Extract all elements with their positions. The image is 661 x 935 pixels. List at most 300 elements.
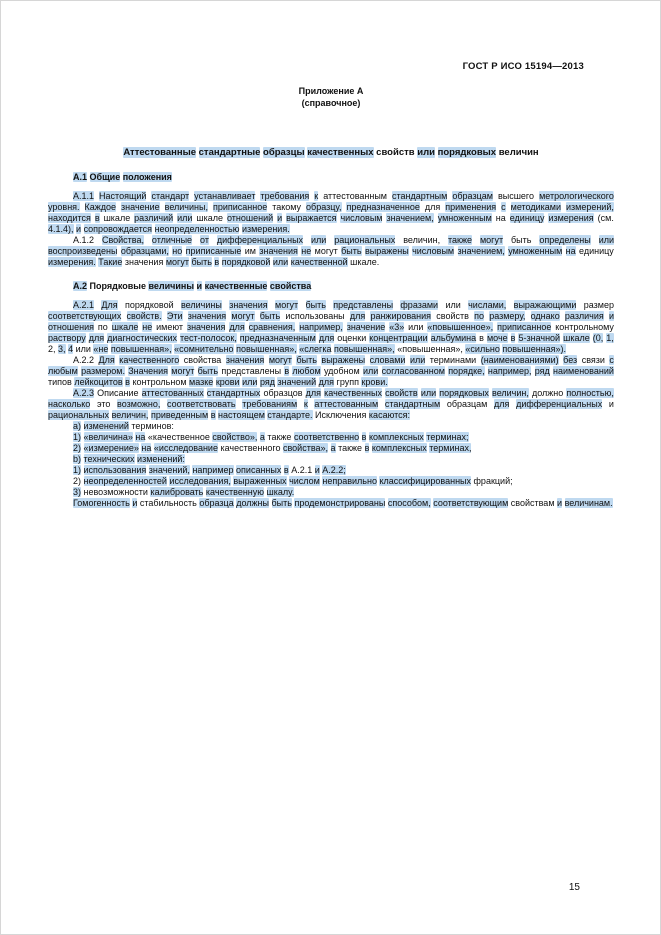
ocr-word: «исследование xyxy=(153,443,218,453)
ocr-word: лейкоцитов xyxy=(74,377,123,387)
section-heading xyxy=(48,172,614,183)
ocr-word: например, xyxy=(299,322,343,332)
ocr-word: терминах, xyxy=(429,443,472,453)
ocr-word: величины xyxy=(181,300,222,310)
ocr-word: в xyxy=(510,333,516,343)
ocr-word: 1) xyxy=(73,432,82,442)
ocr-word: образца xyxy=(199,498,234,508)
ocr-word: дифференциальных xyxy=(216,235,304,245)
ocr-word: предназначенное xyxy=(346,202,420,212)
ocr-word: на xyxy=(141,443,152,453)
ocr-word: значением, xyxy=(386,213,434,223)
ocr-word: находится xyxy=(48,213,91,223)
ocr-word: Для xyxy=(98,355,115,365)
ocr-word: быть xyxy=(271,498,292,508)
ocr-word: (см. xyxy=(597,213,614,223)
ocr-word: выражается xyxy=(286,213,337,223)
ocr-word: соответствовать xyxy=(167,399,236,409)
ocr-word: (наименованиями) xyxy=(480,355,559,365)
ocr-word: Эти xyxy=(166,311,183,321)
ocr-word: единицу xyxy=(509,213,545,223)
ocr-word: (0, xyxy=(592,333,604,343)
ocr-word: величин, xyxy=(111,410,149,420)
ocr-word: диагностических xyxy=(107,333,178,343)
ocr-word: образцам xyxy=(452,191,493,201)
ocr-word: быть xyxy=(259,311,281,321)
ocr-word: аттестованных xyxy=(141,388,204,398)
ocr-word: «3» xyxy=(389,322,405,332)
ocr-word: в xyxy=(214,257,220,267)
ocr-word: приписанное xyxy=(212,202,268,212)
ocr-word: по xyxy=(474,311,484,321)
ocr-word: например, xyxy=(487,366,532,376)
ocr-word: способом, xyxy=(387,498,431,508)
ocr-word: должны xyxy=(236,498,269,508)
ocr-word: свойств xyxy=(385,388,418,398)
ocr-word: в xyxy=(125,377,130,387)
ocr-word: величины, xyxy=(164,202,208,212)
ocr-word: быть xyxy=(341,246,362,256)
ocr-word: словами xyxy=(369,355,406,365)
ocr-word: соответствующих xyxy=(48,311,122,321)
ocr-word: быть xyxy=(197,366,219,376)
ocr-word: порядковых xyxy=(439,388,489,398)
ocr-word: по xyxy=(97,322,108,332)
ocr-word: представлены xyxy=(333,300,394,310)
ocr-word: ряд xyxy=(259,377,275,387)
ocr-word: терминами xyxy=(429,355,477,365)
ocr-word: быть xyxy=(305,300,326,310)
ocr-word: применения xyxy=(445,202,497,212)
ocr-word: раствору xyxy=(48,333,86,343)
ocr-word: групп xyxy=(336,377,359,387)
ocr-word: стандарте. xyxy=(267,410,313,420)
ocr-word: Аттестованные xyxy=(123,147,196,158)
ocr-word: качественного xyxy=(220,443,281,453)
document-content xyxy=(48,85,614,509)
ocr-word: наименований xyxy=(553,366,614,376)
ocr-word: и xyxy=(277,213,283,223)
ocr-word: любом xyxy=(292,366,321,376)
ocr-word: согласованном xyxy=(381,366,445,376)
ocr-word: или xyxy=(408,322,424,332)
ocr-word: стабильность xyxy=(139,498,197,508)
ocr-word: образцу, xyxy=(306,202,342,212)
ocr-word: для xyxy=(494,399,510,409)
ocr-word: единицу xyxy=(579,246,614,256)
ocr-word: а xyxy=(330,443,336,453)
ocr-word: аттестованным xyxy=(323,191,387,201)
section-heading xyxy=(48,281,614,292)
ocr-word: в xyxy=(210,410,216,420)
standard-number: ГОСТ Р ИСО 15194—2013 xyxy=(462,61,584,72)
ocr-word: крови. xyxy=(361,377,388,387)
ocr-word: могут xyxy=(314,246,338,256)
ocr-word: величин, xyxy=(492,388,529,398)
ocr-word: Описание xyxy=(97,388,139,398)
ocr-word: также xyxy=(448,235,473,245)
ocr-word: шкале xyxy=(103,213,131,223)
document-body xyxy=(48,172,614,509)
ocr-word: измерений, xyxy=(565,202,614,212)
ocr-word: Каждое xyxy=(84,202,117,212)
ocr-word: могут xyxy=(268,355,292,365)
ocr-word: изменений: xyxy=(137,454,185,464)
ocr-word: и xyxy=(608,399,614,409)
ocr-word: терминах; xyxy=(426,432,469,442)
ocr-word: или xyxy=(242,377,258,387)
ocr-word: ряд xyxy=(534,366,550,376)
paragraph xyxy=(48,355,614,388)
ocr-word: b) xyxy=(73,454,82,464)
ocr-word: значений, xyxy=(148,465,190,475)
ocr-word: удобном xyxy=(323,366,360,376)
ocr-word: моче xyxy=(486,333,508,343)
ocr-word: требованиям xyxy=(242,399,298,409)
ocr-word: возможно, xyxy=(117,399,161,409)
ocr-word: или xyxy=(409,355,426,365)
paragraph xyxy=(48,388,614,421)
ocr-word: соответствующим xyxy=(433,498,509,508)
ocr-word: числами, xyxy=(468,300,507,310)
paragraph xyxy=(48,235,614,268)
ocr-word: уровня. xyxy=(48,202,80,212)
ocr-word: повышенная», xyxy=(236,344,297,354)
ocr-word: «измерение» xyxy=(83,443,139,453)
ocr-word: представлены xyxy=(221,366,282,376)
ocr-word: комплексных xyxy=(368,432,424,442)
ocr-word: размеру, xyxy=(489,311,526,321)
ocr-word: «сомнительно xyxy=(174,344,234,354)
ocr-word: невозможности xyxy=(83,487,148,497)
ocr-word: на xyxy=(495,213,506,223)
ocr-word: порядковой xyxy=(221,257,271,267)
ocr-word: А.2 xyxy=(73,281,88,291)
ocr-word: измерения xyxy=(548,213,594,223)
ocr-word: тест-полосок, xyxy=(180,333,237,343)
ocr-word: быть xyxy=(191,257,212,267)
ocr-word: порядковых xyxy=(437,147,497,158)
ocr-word: или xyxy=(310,235,327,245)
ocr-word: рациональных xyxy=(334,235,396,245)
ocr-word: Порядковые xyxy=(89,281,146,291)
ocr-word: числовым xyxy=(340,213,383,223)
ocr-word: шкале. xyxy=(350,257,380,267)
ocr-word: классифицированных xyxy=(379,476,472,486)
ocr-word: калибровать xyxy=(150,487,204,497)
ocr-word: Общие xyxy=(89,172,121,182)
ocr-word: сравнения, xyxy=(248,322,296,332)
ocr-word: отношения xyxy=(48,322,95,332)
ocr-word: повышенная», xyxy=(334,344,395,354)
ocr-word: любым xyxy=(48,366,78,376)
ocr-word: свойств. xyxy=(126,311,162,321)
ocr-word: числом xyxy=(289,476,320,486)
ocr-word: с xyxy=(501,202,506,212)
appendix-label: Приложение А xyxy=(298,86,364,96)
ocr-word: могут xyxy=(275,300,299,310)
ocr-word: величины xyxy=(148,281,195,291)
ocr-word: исследования, xyxy=(169,476,231,486)
ocr-word: могут xyxy=(171,366,195,376)
ocr-word: технических xyxy=(83,454,135,464)
ocr-word: А.2.2 xyxy=(73,355,95,365)
ocr-word: А.2.3 xyxy=(73,388,95,398)
ocr-word: выражены xyxy=(364,246,409,256)
ocr-word: для xyxy=(349,311,366,321)
ocr-word: комплексных xyxy=(371,443,427,453)
ocr-word: концентрации xyxy=(369,333,428,343)
ocr-word: высшего xyxy=(497,191,535,201)
ocr-word: имеют xyxy=(156,322,184,332)
ocr-word: «качественное xyxy=(147,432,210,442)
ocr-word: 4 xyxy=(68,344,74,354)
ocr-word: А.2.2; xyxy=(322,465,346,475)
ocr-word: насколько xyxy=(48,399,91,409)
ocr-word: измерения. xyxy=(241,224,290,234)
ocr-word: с xyxy=(609,355,614,365)
ocr-word: «не xyxy=(93,344,109,354)
ocr-word: в xyxy=(364,443,370,453)
ocr-word: или xyxy=(598,235,614,245)
ocr-word: А.2.1 xyxy=(73,300,95,310)
ocr-word: а xyxy=(259,432,265,442)
paragraph xyxy=(48,300,614,355)
ocr-word: рациональных xyxy=(48,410,110,420)
ocr-word: требования xyxy=(260,191,310,201)
ocr-word: касаются: xyxy=(368,410,411,420)
ocr-word: использования xyxy=(83,465,147,475)
ocr-word: образцы xyxy=(263,147,305,158)
ocr-word: к xyxy=(314,191,319,201)
ocr-word: не xyxy=(301,246,312,256)
ocr-word: выражены xyxy=(321,355,366,365)
ocr-word: Исключения xyxy=(315,410,367,420)
ocr-word: неправильно xyxy=(322,476,377,486)
ocr-word: шкале xyxy=(196,213,224,223)
ocr-word: «величина» xyxy=(83,432,133,442)
ocr-word: повышенная», xyxy=(110,344,172,354)
ocr-word: свойства xyxy=(183,355,222,365)
ocr-word: Свойства, xyxy=(101,235,144,245)
ocr-word: образцам xyxy=(446,399,488,409)
ocr-word: предназначенным xyxy=(239,333,316,343)
ocr-word: для xyxy=(318,377,335,387)
ocr-word: воспроизведены xyxy=(48,246,118,256)
ocr-word: размером. xyxy=(81,366,125,376)
ocr-word: альбумина xyxy=(430,333,477,343)
ocr-word: терминов: xyxy=(131,421,174,431)
ocr-word: умноженным xyxy=(508,246,563,256)
paragraph xyxy=(48,191,614,235)
ocr-word: или xyxy=(272,257,289,267)
ocr-word: значения xyxy=(186,322,226,332)
ocr-word: повышенная»). xyxy=(502,344,567,354)
ocr-word: 3, xyxy=(58,344,66,354)
ocr-word: значения xyxy=(124,257,164,267)
ocr-word: значение xyxy=(346,322,386,332)
ocr-word: свойств xyxy=(436,311,469,321)
ocr-word: и xyxy=(76,224,82,234)
ocr-word: оценки xyxy=(337,333,367,343)
ocr-word: для xyxy=(229,322,245,332)
ocr-word: А.1 xyxy=(73,172,88,182)
ocr-word: использованы xyxy=(285,311,345,321)
ocr-word: ранжирования xyxy=(370,311,432,321)
ocr-word: значения xyxy=(229,300,268,310)
ocr-word: настоящем xyxy=(218,410,265,420)
ocr-word: изменений xyxy=(83,421,129,431)
ocr-word: связи xyxy=(581,355,605,365)
ocr-word: положения xyxy=(122,172,172,182)
ocr-word: или xyxy=(445,300,461,310)
ocr-word: соответственно xyxy=(293,432,360,442)
ocr-word: в xyxy=(361,432,367,442)
ocr-word: стандарт xyxy=(151,191,190,201)
ocr-word: фразами xyxy=(400,300,439,310)
ocr-word: такому xyxy=(272,202,302,212)
ocr-word: не xyxy=(142,322,153,332)
ocr-word: 4.1.4), xyxy=(48,224,74,234)
ocr-word: значения xyxy=(187,311,227,321)
ocr-word: свойства xyxy=(269,281,312,291)
ocr-word: а) xyxy=(73,421,82,431)
ocr-word: могут xyxy=(479,235,504,245)
ocr-word: выраженных xyxy=(233,476,287,486)
ocr-word: полностью, xyxy=(566,388,614,398)
ocr-word: дифференциальных xyxy=(516,399,603,409)
ocr-word: значений xyxy=(277,377,317,387)
ocr-word: устанавливает xyxy=(194,191,256,201)
ocr-word: шкалу. xyxy=(266,487,295,497)
ocr-word: 2, xyxy=(48,344,56,354)
ocr-word: А.1.2 xyxy=(73,235,95,245)
ocr-word: стандартным xyxy=(392,191,448,201)
paragraph xyxy=(48,498,614,509)
ocr-word: быть xyxy=(296,355,317,365)
ocr-word: различий xyxy=(134,213,174,223)
ocr-word: мазке xyxy=(189,377,214,387)
ocr-word: и xyxy=(314,465,320,475)
ocr-word: например xyxy=(192,465,234,475)
ocr-word: от xyxy=(200,235,209,245)
ocr-word: в xyxy=(284,366,290,376)
ocr-word: свойства», xyxy=(282,443,329,453)
ocr-word: величин, xyxy=(403,235,441,245)
ocr-word: значение xyxy=(121,202,160,212)
paragraph xyxy=(48,454,614,465)
ocr-word: значения xyxy=(225,355,265,365)
ocr-word: и xyxy=(608,311,614,321)
paragraph xyxy=(48,421,614,432)
paragraph xyxy=(48,476,614,487)
ocr-word: и xyxy=(132,498,138,508)
paragraph xyxy=(48,443,614,454)
ocr-word: «сильно xyxy=(465,344,500,354)
ocr-word: контрольном xyxy=(132,377,187,387)
ocr-word: свойство», xyxy=(212,432,258,442)
ocr-word: для xyxy=(424,202,441,212)
ocr-word: также xyxy=(338,443,363,453)
paragraph xyxy=(48,432,614,443)
ocr-word: Настоящий xyxy=(99,191,147,201)
ocr-word: шкале xyxy=(111,322,139,332)
ocr-word: определены xyxy=(539,235,591,245)
ocr-word: Такие xyxy=(98,257,123,267)
ocr-word: Для xyxy=(101,300,118,310)
ocr-word: могут xyxy=(165,257,189,267)
ocr-word: или xyxy=(363,366,379,376)
ocr-word: неопределенностей xyxy=(83,476,167,486)
ocr-word: для xyxy=(305,388,322,398)
ocr-word: стандартные xyxy=(198,147,261,158)
ocr-word: Гомогенность xyxy=(73,498,130,508)
ocr-word: «слегка xyxy=(299,344,332,354)
ocr-word: свойствам xyxy=(510,498,555,508)
ocr-word: неопределенностью xyxy=(154,224,240,234)
ocr-word: образцами, xyxy=(120,246,169,256)
ocr-word: образцов xyxy=(263,388,303,398)
ocr-word: стандартным xyxy=(384,399,441,409)
ocr-word: значения xyxy=(259,246,298,256)
ocr-word: но xyxy=(172,246,183,256)
ocr-word: Значения xyxy=(128,366,169,376)
ocr-word: могут xyxy=(231,311,255,321)
ocr-word: измерения. xyxy=(48,257,96,267)
ocr-word: качественного xyxy=(119,355,180,365)
ocr-word: на xyxy=(565,246,576,256)
ocr-word: «повышенное», xyxy=(427,322,494,332)
ocr-word: типов xyxy=(48,377,72,387)
ocr-word: фракций; xyxy=(473,476,513,486)
paragraph xyxy=(48,487,614,498)
ocr-word: качественные xyxy=(204,281,268,291)
ocr-word: значением, xyxy=(457,246,505,256)
ocr-word: числовым xyxy=(412,246,455,256)
ocr-word: стандартных xyxy=(206,388,261,398)
ocr-word: также xyxy=(267,432,292,442)
ocr-word: или xyxy=(420,388,437,398)
ocr-word: в xyxy=(283,465,289,475)
ocr-word: это xyxy=(96,399,111,409)
ocr-word: 1) xyxy=(73,465,82,475)
ocr-word: на xyxy=(135,432,146,442)
ocr-word: порядковой xyxy=(124,300,174,310)
ocr-word: 5-значной xyxy=(518,333,561,343)
ocr-word: к xyxy=(303,399,308,409)
ocr-word: 2) xyxy=(73,443,82,453)
ocr-word: сопровождается xyxy=(83,224,153,234)
ocr-word: продемонстрированы xyxy=(294,498,386,508)
ocr-word: приписанные xyxy=(185,246,242,256)
ocr-word: порядке, xyxy=(448,366,485,376)
ocr-word: должно xyxy=(531,388,564,398)
ocr-word: или xyxy=(417,147,435,158)
ocr-word: качественных xyxy=(307,147,374,158)
ocr-word: свойств xyxy=(376,147,415,158)
ocr-word: без xyxy=(563,355,578,365)
page-number: 15 xyxy=(568,882,580,893)
ocr-word: качественных xyxy=(324,388,382,398)
ocr-word: для xyxy=(88,333,105,343)
ocr-word: описанных xyxy=(236,465,282,475)
ocr-word: 3) xyxy=(73,487,82,497)
ocr-word: величинам. xyxy=(564,498,613,508)
ocr-word: крови xyxy=(215,377,240,387)
ocr-word: А.1.1 xyxy=(73,191,95,201)
ocr-word: метрологического xyxy=(539,191,614,201)
ocr-word: умноженным xyxy=(437,213,492,223)
